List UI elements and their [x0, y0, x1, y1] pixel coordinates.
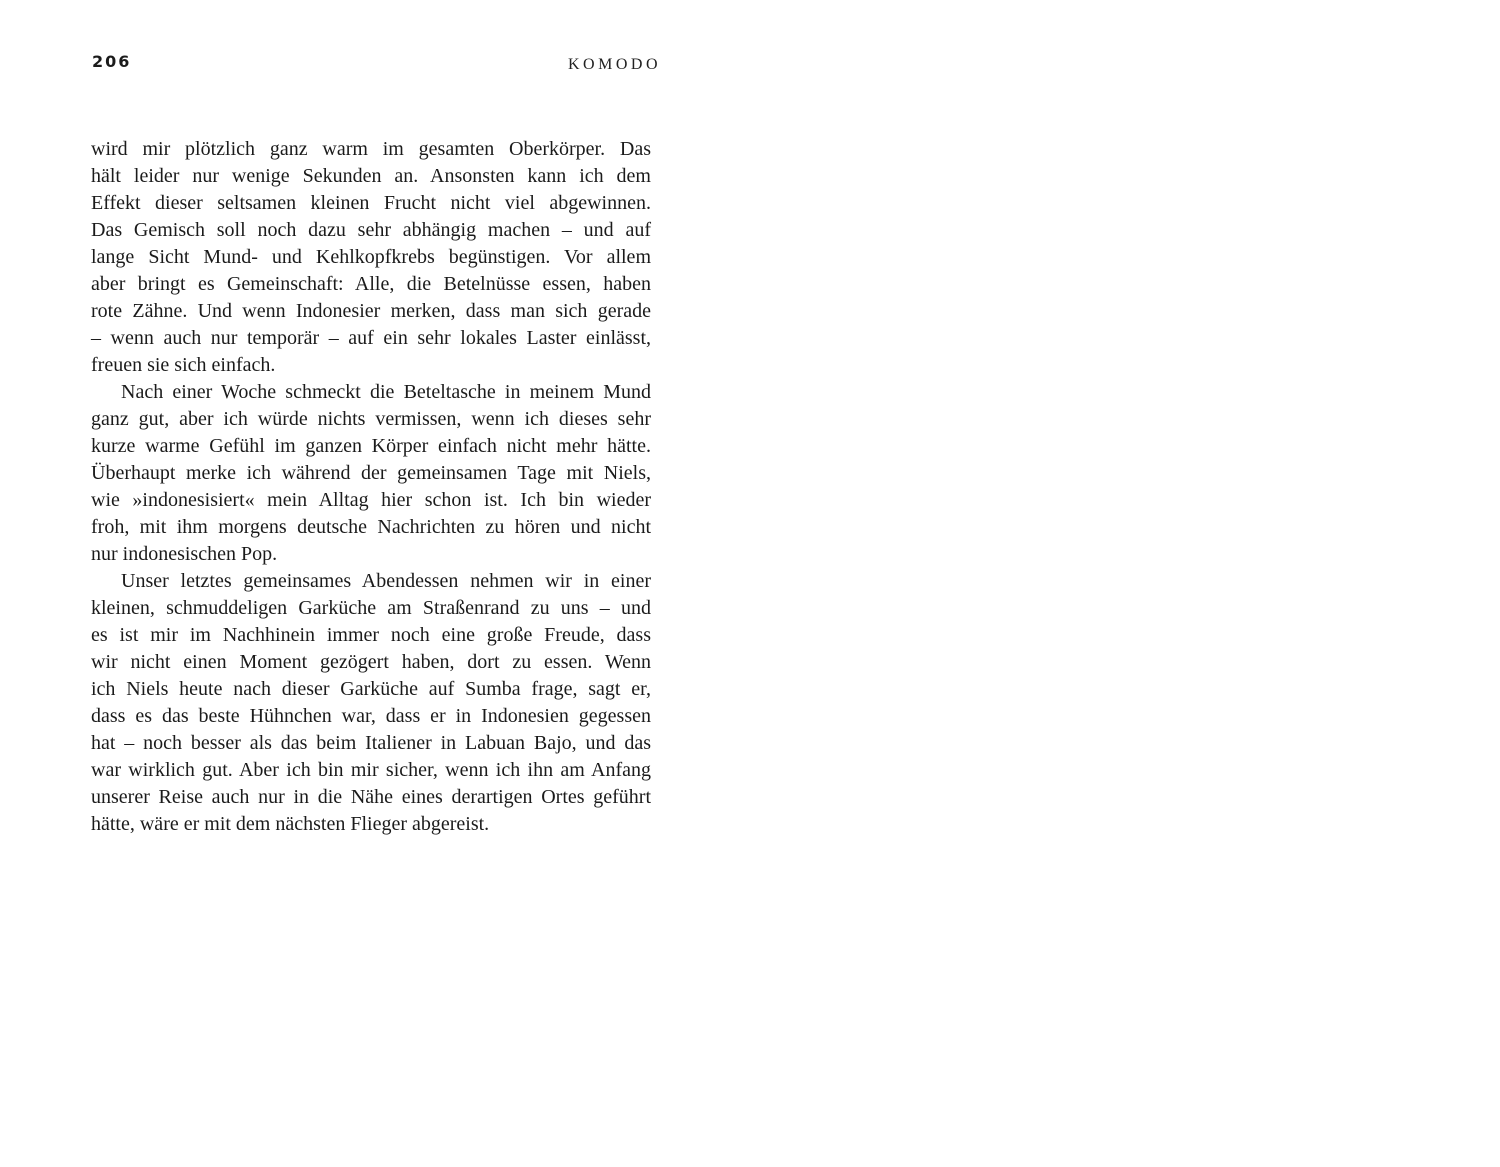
text-line: wie »indonesisiert« mein Alltag hier schon ist. Ich bin wieder	[91, 489, 651, 511]
running-head: KOMODO	[568, 56, 661, 73]
text-line: wir nicht einen Moment gezögert haben, dort zu essen. Wenn	[91, 651, 651, 673]
text-line: kleinen, schmuddeligen Garküche am Straßenrand zu uns – und	[91, 597, 651, 619]
text-line: wird mir plötzlich ganz warm im gesamten Oberkörper. Das	[91, 138, 651, 160]
text-line: hält leider nur wenige Sekunden an. Ansonsten kann ich dem	[91, 165, 651, 187]
page-number: 206	[92, 52, 132, 71]
text-line: aber bringt es Gemeinschaft: Alle, die Betelnüsse essen, haben	[91, 273, 651, 295]
text-line: kurze warme Gefühl im ganzen Körper einfach nicht mehr hätte.	[91, 435, 651, 457]
text-line: froh, mit ihm morgens deutsche Nachrichten zu hören und nicht	[91, 516, 651, 538]
paragraph	[91, 136, 651, 379]
text-line: es ist mir im Nachhinein immer noch eine große Freude, dass	[91, 624, 651, 646]
paragraph	[91, 568, 651, 838]
text-line: Das Gemisch soll noch dazu sehr abhängig machen – und auf	[91, 219, 651, 241]
text-line: rote Zähne. Und wenn Indonesier merken, dass man sich gerade	[91, 300, 651, 322]
text-line: nur indonesischen Pop.	[91, 543, 278, 565]
text-line: ich Niels heute nach dieser Garküche auf Sumba frage, sagt er,	[91, 678, 651, 700]
text-line: Effekt dieser seltsamen kleinen Frucht nicht viel abgewinnen.	[91, 192, 651, 214]
text-line: Überhaupt merke ich während der gemeinsamen Tage mit Niels,	[91, 462, 651, 484]
text-line: lange Sicht Mund- und Kehlkopfkrebs begünstigen. Vor allem	[91, 246, 651, 268]
text-line: freuen sie sich einfach.	[91, 354, 276, 376]
body-text	[91, 136, 651, 838]
text-line: Unser letztes gemeinsames Abendessen nehmen wir in einer	[121, 570, 651, 592]
text-line: dass es das beste Hühnchen war, dass er in Indonesien gegessen	[91, 705, 651, 727]
text-line: – wenn auch nur temporär – auf ein sehr lokales Laster einlässt,	[91, 327, 651, 349]
paragraph	[91, 379, 651, 568]
text-line: war wirklich gut. Aber ich bin mir sicher, wenn ich ihn am Anfang	[91, 759, 651, 781]
text-line: unserer Reise auch nur in die Nähe eines derartigen Ortes geführt	[91, 786, 651, 808]
text-line: hätte, wäre er mit dem nächsten Flieger abgereist.	[91, 813, 490, 835]
text-line: ganz gut, aber ich würde nichts vermissen, wenn ich dieses sehr	[91, 408, 651, 430]
text-line: hat – noch besser als das beim Italiener in Labuan Bajo, und das	[91, 732, 651, 754]
text-line: Nach einer Woche schmeckt die Beteltasche in meinem Mund	[121, 381, 651, 403]
